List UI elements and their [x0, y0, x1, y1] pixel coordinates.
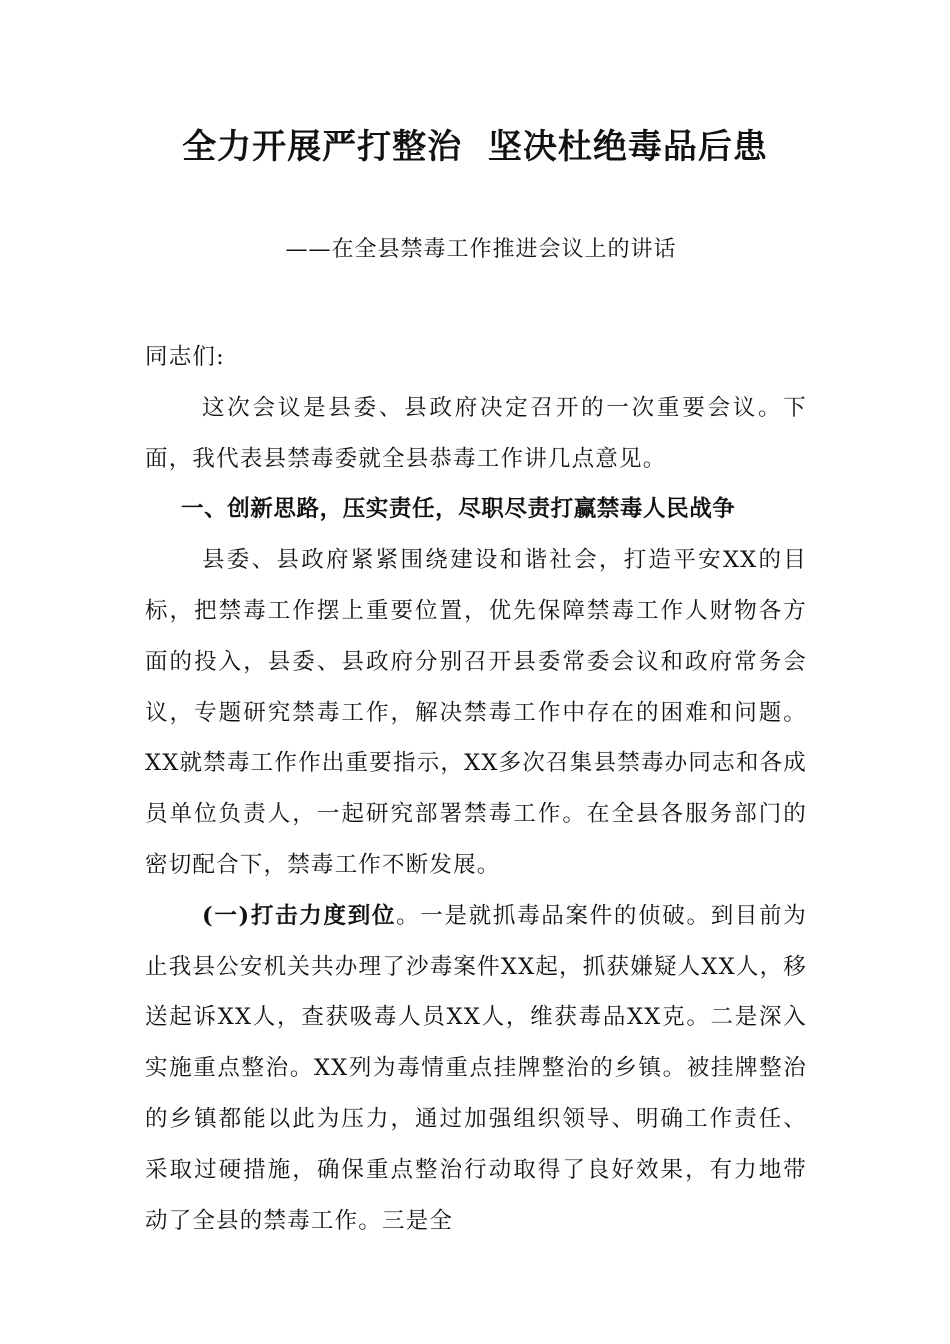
section-paragraph: 县委、县政府紧紧围绕建设和谐社会，打造平安XX的目标，把禁毒工作摆上重要位置，优先保障禁毒工作人财物各方面的投入，县委、县政府分别召开县委常委会议和政府常务会议，专题研究禁毒工作，解决禁毒工作中存在的困难和问题。XX就禁毒工作作出重要指示，XX多次召集县禁毒办同志和各成员单位负责人，一起研究部署禁毒工作。在全县各服务部门的密切配合下，禁毒工作不断发展。: [145, 547, 807, 878]
document-body: [145, 332, 807, 1246]
subsection-label: (一)打击力度到位: [202, 902, 397, 929]
intro-paragraph: 这次会议是县委、县政府决定召开的一次重要会议。下面，我代表县禁毒委就全县恭毒工作讲几点意见。: [145, 394, 807, 472]
subsection-paragraph: [145, 891, 807, 1247]
document-subtitle: ——在全县禁毒工作推进会议上的讲话: [285, 237, 677, 262]
salutation: 同志们:: [145, 344, 225, 370]
subsection-text: 。一是就抓毒品案件的侦破。到目前为止我县公安机关共办理了沙毒案件XX起，抓获嫌疑人XX人，移送起诉XX人，查获吸毒人员XX人，维获毒品XX克。二是深入实施重点整治。XX列为毒情重点挂牌整治的乡镇。被挂牌整治的乡镇都能以此为压力，通过加强组织领导、明确工作责任、采取过硬措施，确保重点整治行动取得了良好效果，有力地带动了全县的禁毒工作。三是全: [145, 902, 807, 1234]
document-title: 全力开展严打整治 坚决杜绝毒品后患: [182, 127, 768, 167]
section-heading: 一、创新思路，压实责任，尽职尽责打赢禁毒人民战争: [181, 496, 736, 523]
